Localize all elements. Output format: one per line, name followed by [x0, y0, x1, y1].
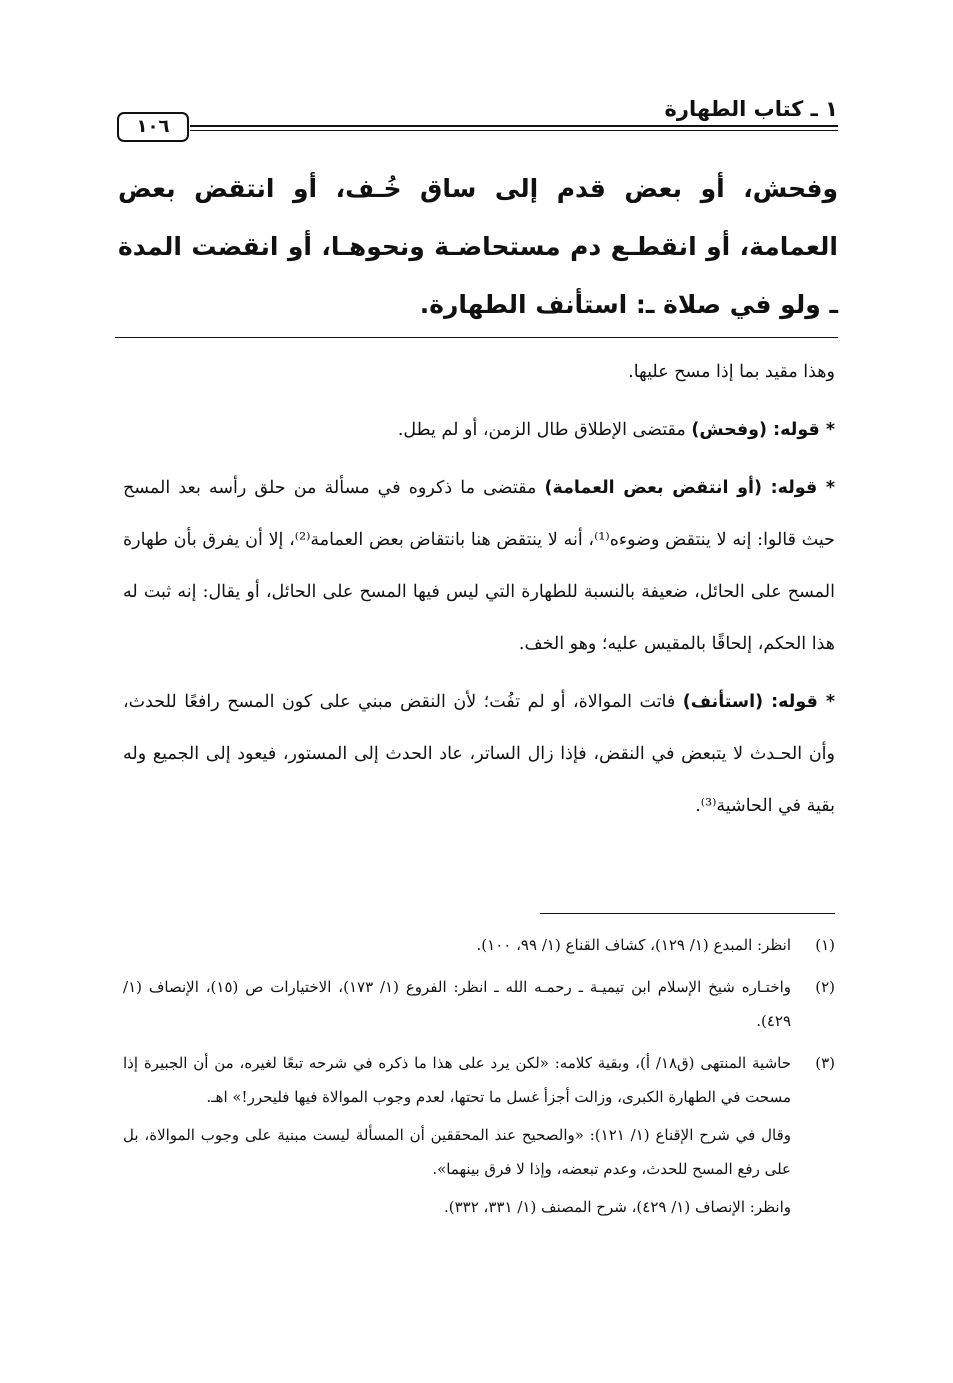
footnote-text: حاشية المنتهى (ق١٨/ أ)، وبقية كلامه: «لكن يرد على هذا ما ذكره في شرحه تبعًا لغيره، من أن الجبيرة إذا مسحت في الطهارة الكبرى، وزالت أجزأ غسل ما تحتها، لعدم وجوب الموالاة فيها فليحرر!» اهـ.: [123, 1054, 791, 1106]
quote-marker: * قوله:: [767, 420, 835, 440]
footnote-2: [123, 970, 835, 1042]
quote-marker: * قوله:: [763, 692, 835, 712]
commentary-text: مقتضى الإطلاق طال الزمن، أو لم يطل.: [397, 420, 692, 440]
quote-marker: * قوله:: [761, 478, 835, 498]
footnote-text: وقال في شرح الإقناع (١/ ١٢١): «والصحيح عند المحققين أن المسألة ليست مبنية على وجوب الموالاة، بل على رفع المسح للحدث، وعدم تبعضه، وإذا لا فرق بينهما».: [123, 1126, 791, 1178]
footnote-3: [123, 1046, 835, 1228]
footnote-number: (١): [815, 936, 835, 954]
footnote-text: انظر: المبدع (١/ ١٢٩)، كشاف القناع (١/ ٩٩، ١٠٠).: [476, 936, 791, 954]
commentary-paragraph-1: وهذا مقيد بما إذا مسح عليها.: [628, 362, 835, 382]
footnote-divider: [540, 913, 835, 914]
footnote-number: (٢): [815, 978, 835, 996]
commentary-paragraph-4: [123, 676, 835, 832]
header-rule-thin: [190, 130, 838, 131]
footnote-body: [123, 1046, 791, 1228]
commentary-text: مقتضى ما ذكروه في مسألة من حلق رأسه بعد المسح حيث قالوا: إنه لا ينتقض وضوءه⁽¹⁾، أنه لا ينتقض هنا بانتقاض بعض العمامة⁽²⁾، إلا أن يفرق بأن طهارة المسح على الحائل، ضعيفة بالنسبة للطهارة التي ليس فيها المسح على الحائل، أو يقال: إنه ثبت له هذا الحكم، إلحاقًا بالمقيس عليه؛ وهو الخف.: [123, 478, 836, 654]
footnote-1: [123, 928, 835, 966]
page-number: ١٠٦: [117, 112, 189, 142]
header-rule: [190, 125, 838, 127]
footnote-text: واختـاره شيخ الإسلام ابن تيميـة ـ رحمـه الله ـ انظر: الفروع (١/ ١٧٣)، الاختيارات ص (١٥)، الإنصاف (١/ ٤٢٩).: [123, 978, 792, 1030]
quoted-phrase: (وفحش): [691, 420, 768, 440]
footnote-text: وانظر: الإنصاف (١/ ٤٢٩)، شرح المصنف (١/ ٣٣١، ٣٣٢).: [443, 1198, 791, 1216]
quoted-phrase: (أو انتقض بعض العمامة): [544, 478, 762, 498]
commentary-paragraph-3: [123, 462, 835, 670]
footnotes: [123, 928, 835, 1232]
footnote-number: (٣): [815, 1054, 835, 1072]
quoted-phrase: (استأنف): [682, 692, 764, 712]
footnote-body: [123, 970, 791, 1042]
main-text-divider: [115, 337, 838, 338]
commentary: [123, 346, 835, 838]
footnote-body: [123, 928, 791, 966]
main-text: وفحش، أو بعض قدم إلى ساق خُـف، أو انتقض بعض العمامة، أو انقطـع دم مستحاضـة ونحوهـا، أو انقضت المدة ـ ولو في صلاة ـ: استأنف الطهارة.: [118, 174, 838, 319]
commentary-paragraph-2: [123, 404, 835, 456]
commentary-text: فاتت الموالاة، أو لم تفُت؛ لأن النقض مبني على كون المسح رافعًا للحدث، وأن الحـدث لا يتبعض في النقض، فإذا زال الساتر، عاد الحدث إلى المستور، فيعود إلى الجميع وله بقية في الحاشية⁽³⁾.: [123, 692, 835, 816]
running-header-title: ١ ـ كتاب الطهارة: [664, 97, 838, 121]
